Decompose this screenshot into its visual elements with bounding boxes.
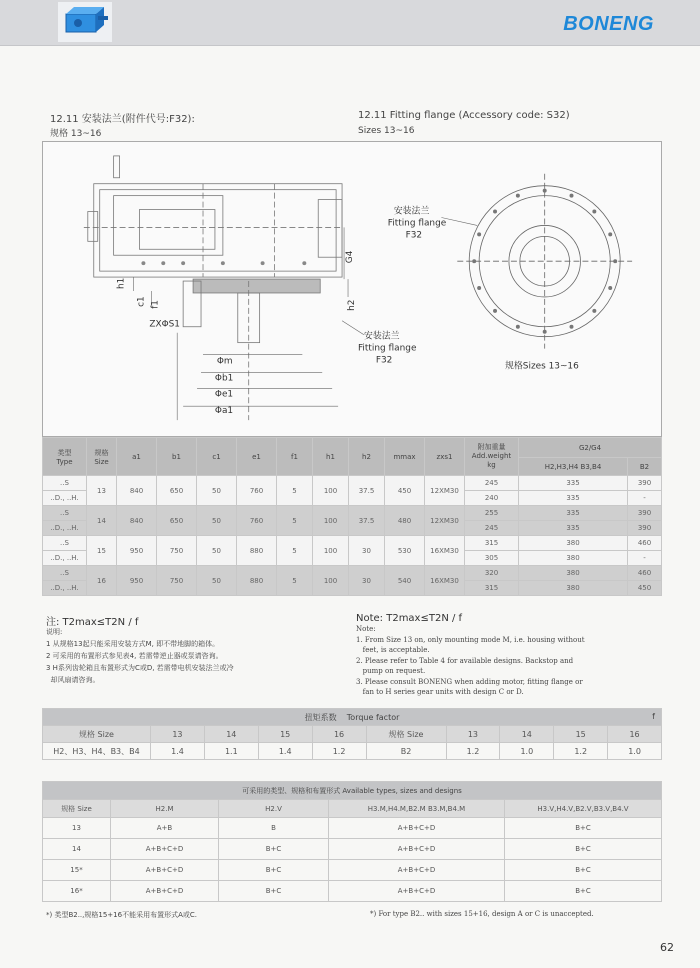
notes-en-item: feet, is acceptable. bbox=[356, 646, 430, 654]
torque-table-title bbox=[43, 709, 662, 726]
dimension-table-body bbox=[43, 476, 662, 596]
table-cell: 335 bbox=[519, 521, 628, 536]
notes-en bbox=[356, 624, 585, 698]
torque-value: 1.4 bbox=[258, 743, 312, 760]
table-cell: A+B+C+D bbox=[111, 839, 219, 860]
table-cell: ..S bbox=[43, 476, 87, 491]
page-number: 62 bbox=[660, 941, 674, 954]
torque-row-label-right: B2 bbox=[366, 743, 446, 760]
table-cell: B+C bbox=[219, 881, 329, 902]
table-cell: 650 bbox=[157, 476, 197, 506]
notes-en-item: 1. From Size 13 on, only mounting mode M, i.e. housing without bbox=[356, 635, 585, 644]
torque-size: 13 bbox=[446, 726, 500, 743]
available-designs-table bbox=[42, 781, 662, 902]
table-cell: 380 bbox=[519, 551, 628, 566]
table-cell: 30 bbox=[349, 536, 385, 566]
table-cell: 750 bbox=[157, 536, 197, 566]
bolt-holes-side bbox=[141, 261, 306, 265]
dim-h1-label: h1 bbox=[116, 277, 127, 289]
torque-row-label: H2、H3、H4、B3、B4 bbox=[43, 743, 151, 760]
table-cell: 950 bbox=[117, 566, 157, 596]
available-table-title: 可采用的类型、规格和布置形式 Available types, sizes and designs bbox=[43, 782, 662, 800]
torque-size: 15 bbox=[554, 726, 608, 743]
table-cell: 50 bbox=[197, 536, 237, 566]
table-cell: 760 bbox=[237, 476, 277, 506]
notes-cn-item: 1 从规格13起只能采用安装方式M, 即不带地脚的箱体。 bbox=[46, 640, 220, 648]
dim-e1-label: Φe1 bbox=[214, 389, 234, 400]
table-cell: 380 bbox=[519, 566, 628, 581]
table-cell: 255 bbox=[465, 506, 519, 521]
table-cell: ..D., ..H. bbox=[43, 491, 87, 506]
flange-bottom-label-cn: 安装法兰 bbox=[363, 331, 400, 342]
col-h1: h1 bbox=[313, 438, 349, 476]
sizes-label-cn: 规格 13~16 bbox=[50, 129, 102, 139]
table-cell: B+C bbox=[505, 839, 662, 860]
notes-cn bbox=[46, 626, 234, 686]
table-cell: B+C bbox=[505, 860, 662, 881]
col-zxs1: zxs1 bbox=[425, 438, 465, 476]
table-cell: A+B+C+D bbox=[329, 860, 505, 881]
table-cell: 305 bbox=[465, 551, 519, 566]
notes-en-item: 3. Please consult BONENG when adding motor, fitting flange or bbox=[356, 677, 583, 686]
table-cell: B bbox=[219, 818, 329, 839]
table-row bbox=[43, 860, 662, 881]
table-cell: 15* bbox=[43, 860, 111, 881]
table-cell: 530 bbox=[385, 536, 425, 566]
table-cell: 245 bbox=[465, 476, 519, 491]
torque-size: 16 bbox=[312, 726, 366, 743]
table-cell: A+B+C+D bbox=[111, 881, 219, 902]
table-cell: B+C bbox=[505, 881, 662, 902]
table-cell: 100 bbox=[313, 536, 349, 566]
table-cell: 50 bbox=[197, 506, 237, 536]
torque-size: 16 bbox=[608, 726, 662, 743]
table-row bbox=[43, 818, 662, 839]
table-cell: 320 bbox=[465, 566, 519, 581]
notes-cn-item: 3 H系列齿轮箱且布置形式为C或D, 若需带电机安装法兰或冷 bbox=[46, 664, 234, 672]
table-row bbox=[43, 536, 662, 551]
page-header bbox=[0, 0, 700, 46]
dim-h2-label: h2 bbox=[346, 299, 357, 311]
table-cell: ..S bbox=[43, 506, 87, 521]
torque-value: 1.0 bbox=[608, 743, 662, 760]
torque-value: 1.0 bbox=[500, 743, 554, 760]
table-cell: 880 bbox=[237, 536, 277, 566]
table-cell: B+C bbox=[219, 839, 329, 860]
flange-top-label-en: Fitting flange bbox=[387, 218, 447, 229]
notes-cn-item: 却风扇请咨询。 bbox=[46, 676, 100, 684]
sizes-label-en: Sizes 13~16 bbox=[358, 126, 415, 136]
torque-value: 1.2 bbox=[446, 743, 500, 760]
torque-size: 13 bbox=[151, 726, 205, 743]
torque-size-label-right: 规格 Size bbox=[366, 726, 446, 743]
gearbox-logo-icon bbox=[58, 2, 112, 42]
table-cell: 16XM30 bbox=[425, 536, 465, 566]
table-cell: 335 bbox=[519, 506, 628, 521]
col-h2: h2 bbox=[349, 438, 385, 476]
table-cell: A+B+C+D bbox=[329, 881, 505, 902]
flange-bottom-label-code: F32 bbox=[375, 355, 393, 366]
available-table-body bbox=[43, 818, 662, 902]
avail-col-h2m: H2.M bbox=[111, 800, 219, 818]
dim-c1-label: c1 bbox=[136, 296, 147, 307]
col-c1: c1 bbox=[197, 438, 237, 476]
col-g2g4: G2/G4 bbox=[519, 438, 662, 458]
table-cell: - bbox=[628, 491, 662, 506]
table-cell: ..S bbox=[43, 566, 87, 581]
col-weight: 附加重量 Add.weight kg bbox=[465, 438, 519, 476]
col-g2g4-sub2: B2 bbox=[628, 458, 662, 476]
table-cell: 760 bbox=[237, 506, 277, 536]
section-title-cn: 12.11 安装法兰(附件代号:F32): bbox=[50, 114, 195, 125]
avail-col-size: 规格 Size bbox=[43, 800, 111, 818]
notes-en-item: pump on request. bbox=[356, 667, 426, 675]
table-cell: 450 bbox=[628, 581, 662, 596]
table-cell: ..D., ..H. bbox=[43, 551, 87, 566]
col-f1: f1 bbox=[277, 438, 313, 476]
table-cell: 390 bbox=[628, 506, 662, 521]
table-cell: 390 bbox=[628, 521, 662, 536]
dim-f1-label: f1 bbox=[150, 300, 161, 309]
table-cell: 16XM30 bbox=[425, 566, 465, 596]
table-cell: ..D., ..H. bbox=[43, 581, 87, 596]
torque-size-label: 规格 Size bbox=[43, 726, 151, 743]
footnote-cn: *) 类型B2..,规格15+16不能采用布置形式A或C. bbox=[46, 911, 197, 919]
table-cell: 16 bbox=[87, 566, 117, 596]
table-cell: 37.5 bbox=[349, 506, 385, 536]
table-cell: 460 bbox=[628, 566, 662, 581]
col-mmax: mmax bbox=[385, 438, 425, 476]
table-cell: 5 bbox=[277, 506, 313, 536]
table-cell: 5 bbox=[277, 536, 313, 566]
table-cell: 380 bbox=[519, 581, 628, 596]
table-cell: 12XM30 bbox=[425, 476, 465, 506]
avail-col-h3v: H3.V,H4.V,B2.V,B3.V,B4.V bbox=[505, 800, 662, 818]
flange-drawing-svg bbox=[43, 142, 661, 436]
col-e1: e1 bbox=[237, 438, 277, 476]
flange-sizes-caption: 规格Sizes 13~16 bbox=[504, 361, 579, 372]
table-row bbox=[43, 881, 662, 902]
table-cell: 15 bbox=[87, 536, 117, 566]
avail-col-h3m: H3.M,H4.M,B2.M B3.M,B4.M bbox=[329, 800, 505, 818]
table-cell: 950 bbox=[117, 536, 157, 566]
table-cell: 14 bbox=[87, 506, 117, 536]
table-cell: 100 bbox=[313, 506, 349, 536]
flange-front-view bbox=[457, 174, 632, 349]
table-cell: 450 bbox=[385, 476, 425, 506]
table-cell: B+C bbox=[219, 860, 329, 881]
notes-cn-item: 2 可采用的布置形式参见表4, 若需带逆止器或泵请咨询。 bbox=[46, 652, 223, 660]
brand-logo: BONENG bbox=[563, 13, 654, 35]
table-row bbox=[43, 506, 662, 521]
table-cell: 5 bbox=[277, 566, 313, 596]
notes-en-item: 2. Please refer to Table 4 for available designs. Backstop and bbox=[356, 656, 574, 665]
table-cell: 100 bbox=[313, 566, 349, 596]
flange-top-label-code: F32 bbox=[405, 230, 423, 241]
table-cell: 650 bbox=[157, 506, 197, 536]
note-head-en: Note: T2max≤T2N / f bbox=[356, 613, 463, 624]
technical-drawing bbox=[42, 141, 662, 437]
table-cell: 100 bbox=[313, 476, 349, 506]
col-g2g4-sub1: H2,H3,H4 B3,B4 bbox=[519, 458, 628, 476]
table-cell: A+B+C+D bbox=[329, 818, 505, 839]
table-row bbox=[43, 566, 662, 581]
table-cell: 240 bbox=[465, 491, 519, 506]
section-title-en: 12.11 Fitting flange (Accessory code: S32) bbox=[358, 110, 570, 121]
table-cell: A+B+C+D bbox=[111, 860, 219, 881]
table-cell: 12XM30 bbox=[425, 506, 465, 536]
table-cell: ..D., ..H. bbox=[43, 521, 87, 536]
table-cell: ..S bbox=[43, 536, 87, 551]
avail-col-h2v: H2.V bbox=[219, 800, 329, 818]
table-cell: B+C bbox=[505, 818, 662, 839]
note-head-cn: 注: T2max≤T2N / f bbox=[46, 617, 139, 628]
table-row bbox=[43, 839, 662, 860]
footnote-en: *) For type B2.. with sizes 15+16, design A or C is unaccepted. bbox=[370, 910, 594, 918]
table-cell: 13 bbox=[87, 476, 117, 506]
torque-factor-table bbox=[42, 708, 662, 760]
flange-bottom-label-en: Fitting flange bbox=[357, 343, 417, 354]
torque-value: 1.4 bbox=[151, 743, 205, 760]
table-cell: 750 bbox=[157, 566, 197, 596]
dimension-table bbox=[42, 437, 662, 596]
table-cell: 335 bbox=[519, 491, 628, 506]
table-cell: 5 bbox=[277, 476, 313, 506]
torque-corner-label: f bbox=[652, 711, 655, 721]
torque-size: 15 bbox=[258, 726, 312, 743]
table-cell: 390 bbox=[628, 476, 662, 491]
table-cell: 460 bbox=[628, 536, 662, 551]
table-cell: 30 bbox=[349, 566, 385, 596]
torque-size: 14 bbox=[500, 726, 554, 743]
col-a1: a1 bbox=[117, 438, 157, 476]
dim-zxs1-label: ZXΦS1 bbox=[149, 319, 180, 330]
table-cell: 840 bbox=[117, 506, 157, 536]
notes-cn-sub: 说明: bbox=[46, 628, 63, 636]
torque-title-en: Torque factor bbox=[346, 712, 400, 722]
torque-value: 1.2 bbox=[312, 743, 366, 760]
table-cell: 37.5 bbox=[349, 476, 385, 506]
col-size: 规格 Size bbox=[87, 438, 117, 476]
dim-g4-label: G4 bbox=[345, 250, 355, 264]
table-cell: 13 bbox=[43, 818, 111, 839]
flange-top-label-cn: 安装法兰 bbox=[393, 206, 430, 217]
table-cell: 14 bbox=[43, 839, 111, 860]
table-cell: 50 bbox=[197, 476, 237, 506]
table-cell: 380 bbox=[519, 536, 628, 551]
torque-title-cn: 扭矩系数 bbox=[304, 712, 337, 722]
table-cell: 335 bbox=[519, 476, 628, 491]
dim-m-label: Φm bbox=[216, 356, 233, 367]
torque-size: 14 bbox=[204, 726, 258, 743]
torque-value: 1.2 bbox=[554, 743, 608, 760]
col-b1: b1 bbox=[157, 438, 197, 476]
table-cell: 16* bbox=[43, 881, 111, 902]
table-cell: - bbox=[628, 551, 662, 566]
table-cell: 50 bbox=[197, 566, 237, 596]
table-cell: 540 bbox=[385, 566, 425, 596]
table-cell: 245 bbox=[465, 521, 519, 536]
notes-en-item: fan to H series gear units with design C or D. bbox=[356, 688, 524, 696]
col-type: 类型 Type bbox=[43, 438, 87, 476]
table-cell: 480 bbox=[385, 506, 425, 536]
table-cell: 880 bbox=[237, 566, 277, 596]
dim-a1-label: Φa1 bbox=[214, 406, 234, 417]
torque-value: 1.1 bbox=[204, 743, 258, 760]
table-cell: A+B bbox=[111, 818, 219, 839]
table-cell: 315 bbox=[465, 581, 519, 596]
dim-b1-label: Φb1 bbox=[214, 373, 234, 384]
table-cell: 840 bbox=[117, 476, 157, 506]
table-cell: A+B+C+D bbox=[329, 839, 505, 860]
table-row bbox=[43, 476, 662, 491]
notes-en-sub: Note: bbox=[356, 625, 376, 633]
table-cell: 315 bbox=[465, 536, 519, 551]
